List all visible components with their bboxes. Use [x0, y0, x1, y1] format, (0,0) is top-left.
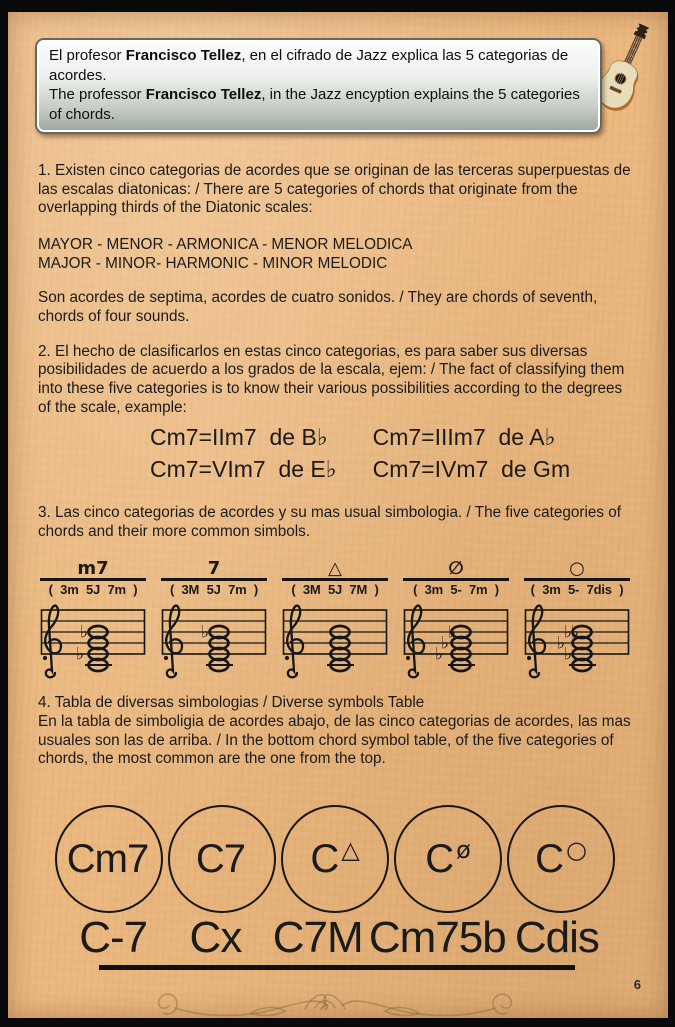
category-formula: ( 3M 5J 7m ) [169, 582, 258, 598]
alt-symbol-label: C-7 [79, 913, 148, 963]
svg-text:♭: ♭ [440, 633, 450, 654]
paragraph-1b: Son acordes de septima, acordes de cuatro sonidos. / They are chords of seventh, chords of four sounds. [38, 289, 598, 325]
chord-degree-examples [150, 423, 570, 484]
svg-text:♭: ♭ [556, 633, 566, 654]
header-text-en: The professor Francisco Tellez, in the Jazz encyption explains the 5 categories of chords. [49, 86, 580, 123]
chord-category-dim [524, 553, 630, 684]
chord-example: Cm7=IIIm7 de A♭ [372, 424, 556, 451]
alt-symbol-label: C7M [272, 913, 363, 963]
category-names-en: MAJOR - MINOR- HARMONIC - MINOR MELODIC [38, 254, 388, 272]
chord-example: Cm7=IVm7 de Gm [372, 455, 571, 482]
category-symbol: m7 [77, 558, 109, 580]
chord-category-m7 [40, 553, 146, 684]
header-text-es: El profesor Francisco Tellez, en el cifrado de Jazz explica las 5 categorias de acordes. [49, 47, 569, 84]
category-formula: ( 3m 5- 7m ) [413, 582, 499, 598]
paragraph-4 [38, 694, 632, 769]
category-formula: ( 3M 5J 7M ) [291, 582, 379, 598]
staff-notation [282, 600, 388, 684]
chord-category-7 [161, 553, 267, 684]
symbol-circle-c7: C7 [168, 805, 276, 913]
paragraph-2: 2. El hecho de clasificarlos en estas cinco categorias, es para saber sus diversas posibilidades de acuerdo a los grados de la escala, ejem: / The fact of classifying them into these five categories is to know their various possibilities according to the degrees of the scale, example: [38, 342, 625, 416]
alt-symbol-label: Cdis [514, 913, 599, 963]
page-number: 6 [633, 977, 641, 992]
professor-name-es: Francisco Tellez [125, 47, 242, 64]
category-symbol: ∅ [448, 558, 464, 580]
staff-notation [40, 600, 146, 684]
staff-notation [161, 600, 267, 684]
alt-symbol-label: Cm75b [368, 913, 506, 963]
category-names-es: MAYOR - MENOR - ARMONICA - MENOR MELODICA [38, 235, 413, 253]
category-symbol: △ [328, 558, 342, 580]
svg-text:♭: ♭ [75, 644, 85, 665]
symbol-circle-cm7: Cm7 [55, 805, 163, 913]
paragraph-4-title: 4. Tabla de diversas simbologias / Diverse symbols Table [38, 694, 425, 712]
flourish-ornament [38, 982, 632, 1027]
professor-name-en: Francisco Tellez [145, 86, 262, 103]
chord-example: Cm7=IIm7 de B♭ [150, 424, 328, 451]
symbol-table-circles [38, 805, 632, 913]
chord-category-half-dim [403, 553, 509, 684]
staff-notation [403, 600, 509, 684]
svg-text:♭: ♭ [200, 622, 210, 643]
header-box [35, 38, 602, 134]
page-content [8, 162, 668, 1027]
paper-page [8, 12, 668, 1018]
category-formula: ( 3m 5- 7dis ) [530, 582, 624, 598]
chord-category-maj7 [282, 553, 388, 684]
svg-text:♭: ♭ [447, 622, 457, 643]
paragraph-4-body: En la tabla de simboligia de acordes abajo, de las cinco categorias de acordes, las mas usuales son las de arriba. / In the bottom chord symbol table, of the five categories of chords, the most common are the one from the top. [38, 713, 631, 768]
svg-text:♭: ♭ [563, 622, 573, 643]
chord-example: Cm7=VIm7 de E♭ [150, 455, 337, 482]
symbol-table-labels [62, 915, 608, 961]
category-formula: ( 3m 5J 7m ) [48, 582, 138, 598]
divider-rule [99, 965, 575, 970]
alt-symbol-label: Cx [189, 913, 242, 963]
symbol-circle-cmaj7: C △ [281, 805, 389, 913]
paragraph-3: 3. Las cinco categorias de acordes y su mas usual simbologia. / The five categories of chords and their more common simbols. [38, 504, 622, 540]
paragraph-1: 1. Existen cinco categorias de acordes que se originan de las terceras superpuestas de las escalas diatonicas: / There are 5 categories of chords that originate from the overlapping thirds of the Diatonic scales: [38, 162, 631, 217]
svg-text:♭: ♭ [563, 644, 573, 665]
svg-text:♭: ♭ [570, 622, 580, 643]
staff-notation [524, 600, 630, 684]
svg-text:♭: ♭ [434, 644, 444, 665]
symbol-circle-chalfdim: C ø [394, 805, 502, 913]
category-names [38, 236, 632, 273]
symbol-circle-cdim: C ○ [507, 805, 615, 913]
svg-text:♭: ♭ [79, 622, 89, 643]
category-symbol: ○ [569, 558, 585, 580]
chord-category-row [40, 553, 630, 684]
category-symbol: 7 [207, 558, 221, 580]
